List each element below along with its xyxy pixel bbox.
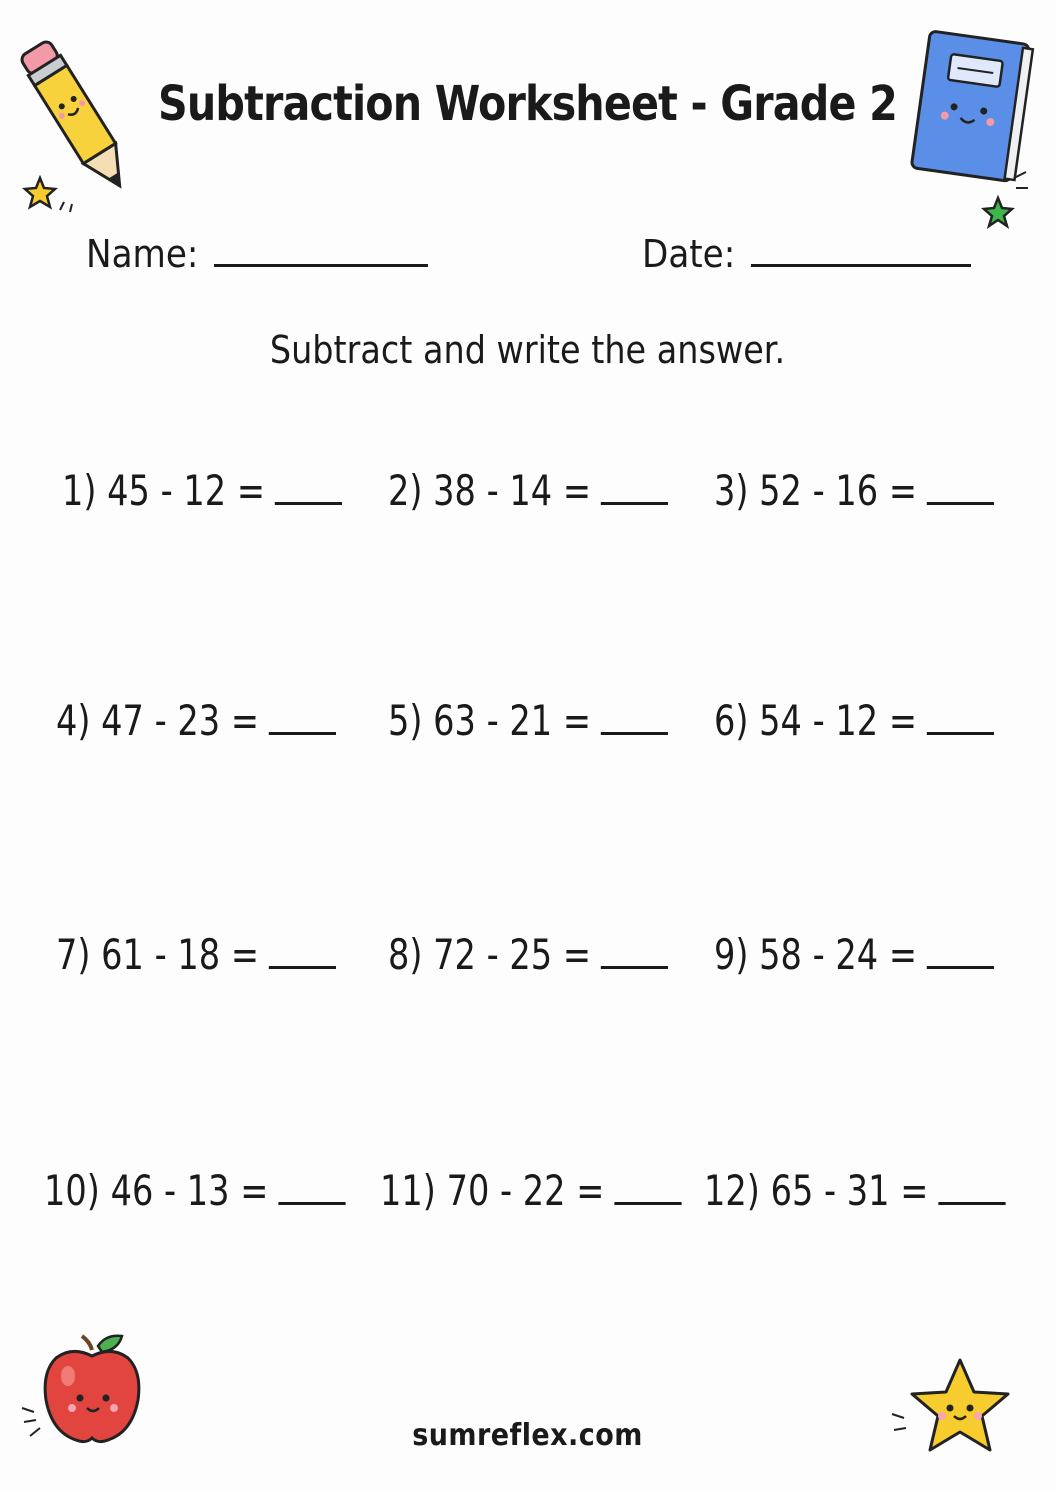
- answer-blank[interactable]: [938, 1166, 1005, 1205]
- name-field: [86, 230, 428, 276]
- date-field: [642, 230, 971, 276]
- problem-expression: 54 - 12 =: [759, 696, 918, 745]
- answer-blank[interactable]: [601, 466, 668, 505]
- problem-label: 4): [56, 696, 91, 745]
- problem-5: [388, 696, 668, 745]
- problem-12: [704, 1166, 1005, 1215]
- answer-blank[interactable]: [269, 696, 336, 735]
- footer-site: sumreflex.com: [412, 1418, 643, 1453]
- answer-blank[interactable]: [278, 1166, 345, 1205]
- problem-2: [388, 466, 668, 515]
- answer-blank[interactable]: [275, 466, 342, 505]
- problem-6: [714, 696, 994, 745]
- problem-label: 9): [714, 930, 749, 979]
- problem-label: 6): [714, 696, 749, 745]
- problem-expression: 52 - 16 =: [759, 466, 918, 515]
- problem-4: [56, 696, 336, 745]
- problem-expression: 58 - 24 =: [759, 930, 918, 979]
- problem-8: [388, 930, 668, 979]
- problem-expression: 46 - 13 =: [110, 1166, 269, 1215]
- problem-label: 1): [62, 466, 97, 515]
- problem-label: 11): [380, 1166, 436, 1215]
- instruction-text: Subtract and write the answer.: [269, 328, 786, 372]
- date-label: Date:: [642, 232, 736, 276]
- problem-label: 3): [714, 466, 749, 515]
- name-blank[interactable]: [214, 230, 428, 267]
- answer-blank[interactable]: [927, 696, 994, 735]
- date-blank[interactable]: [751, 230, 971, 267]
- problem-10: [44, 1166, 345, 1215]
- problem-expression: 72 - 25 =: [433, 930, 592, 979]
- problem-3: [714, 466, 994, 515]
- answer-blank[interactable]: [614, 1166, 681, 1205]
- answer-blank[interactable]: [927, 466, 994, 505]
- problem-label: 10): [44, 1166, 100, 1215]
- problem-11: [380, 1166, 681, 1215]
- problem-expression: 38 - 14 =: [433, 466, 592, 515]
- book-icon: [902, 28, 1052, 238]
- answer-blank[interactable]: [927, 930, 994, 969]
- problem-expression: 70 - 22 =: [446, 1166, 605, 1215]
- problem-1: [62, 466, 342, 515]
- problem-expression: 45 - 12 =: [107, 466, 266, 515]
- problem-label: 2): [388, 466, 423, 515]
- problem-label: 7): [56, 930, 91, 979]
- answer-blank[interactable]: [601, 696, 668, 735]
- problem-label: 5): [388, 696, 423, 745]
- answer-blank[interactable]: [269, 930, 336, 969]
- problem-9: [714, 930, 994, 979]
- name-label: Name:: [86, 232, 199, 276]
- answer-blank[interactable]: [601, 930, 668, 969]
- problem-expression: 63 - 21 =: [433, 696, 592, 745]
- page-title: Subtraction Worksheet - Grade 2: [158, 76, 897, 132]
- problem-label: 8): [388, 930, 423, 979]
- problem-expression: 47 - 23 =: [101, 696, 260, 745]
- problem-expression: 65 - 31 =: [770, 1166, 929, 1215]
- problem-expression: 61 - 18 =: [101, 930, 260, 979]
- problem-7: [56, 930, 336, 979]
- problem-label: 12): [704, 1166, 760, 1215]
